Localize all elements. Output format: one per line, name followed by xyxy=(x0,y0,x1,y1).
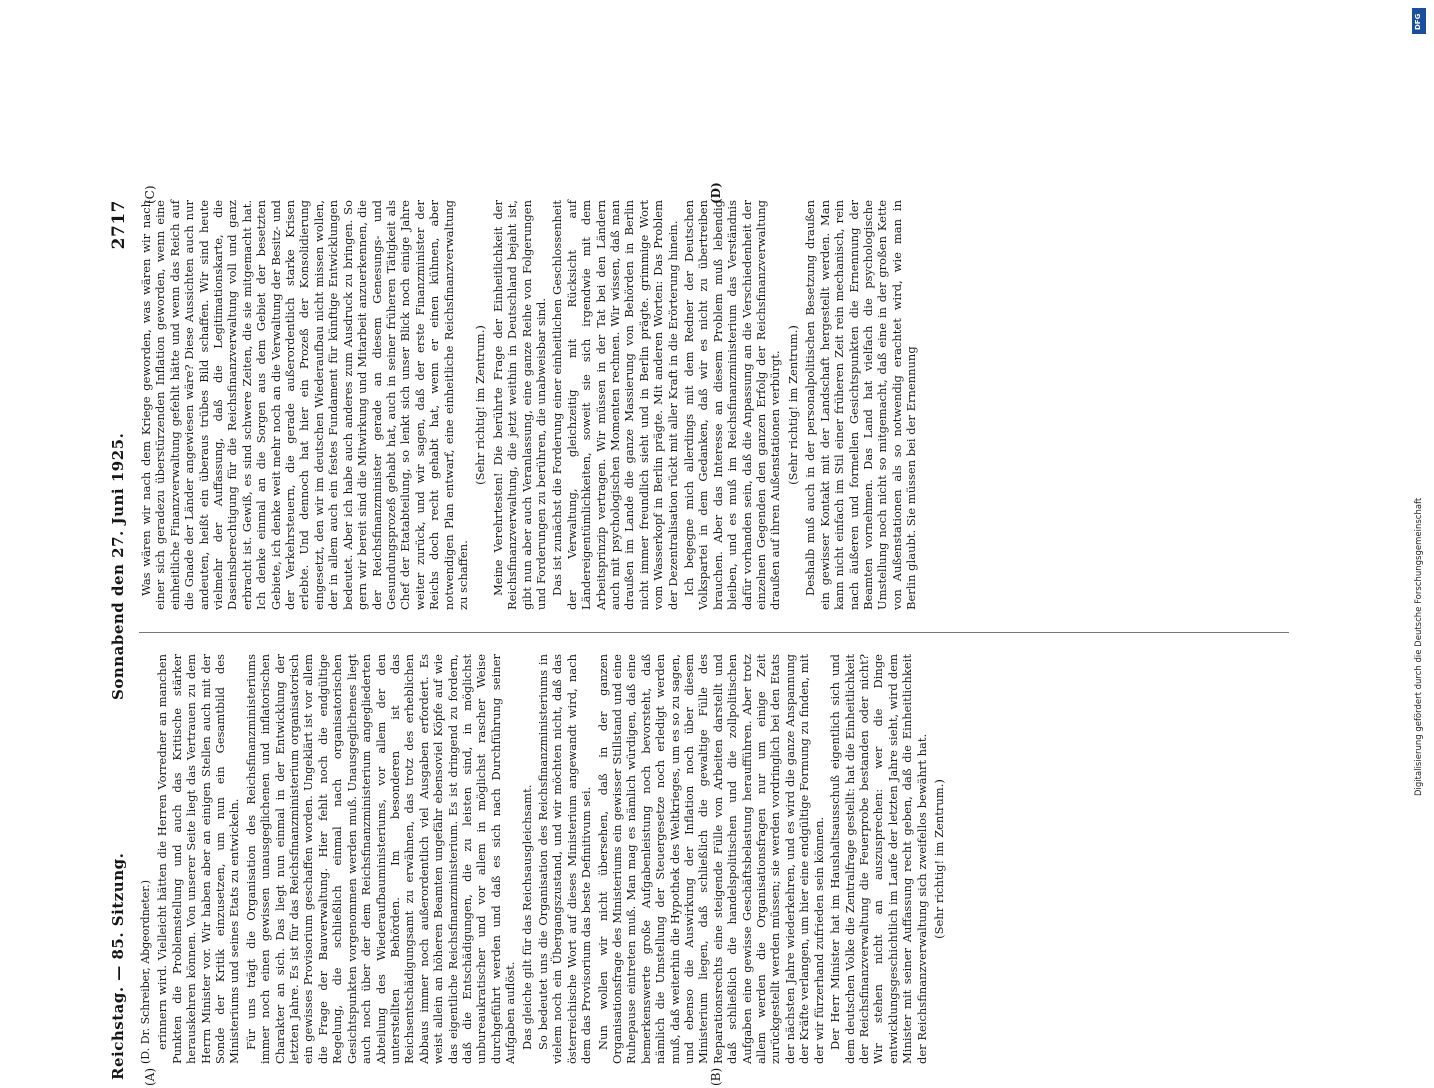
right-column xyxy=(139,200,921,610)
interjection: (Sehr richtig! im Zentrum.) xyxy=(473,325,488,485)
page-header xyxy=(109,200,135,1080)
left-column xyxy=(139,654,949,1064)
page-number: 2717 xyxy=(109,200,129,250)
digitization-text: Digitalisierung gefördert durch die Deutsche Forschungsgemeinschaft xyxy=(1414,497,1424,796)
digitization-notice xyxy=(1412,6,1428,996)
speaker-line: (D. Dr. Schreiber, Abgeordneter.) xyxy=(139,879,152,1064)
margin-mark-d: (D) xyxy=(709,182,723,204)
rotated-page xyxy=(109,88,1329,1088)
paragraph: So bedeutet uns die Organisation des Reichsfinanzministeriums in vielem noch ein Übergangszustand, und wir möchten nicht, daß das österreichische Wort auf dieses Ministerium angewandt wird, nach dem das Provisorium das beste Definitivum sei. xyxy=(535,654,594,1064)
paragraph: Deshalb muß auch in der personalpolitischen Besetzung draußen ein gewisser Kontakt mit der Landschaft hergestellt werden. Man kann nicht einfach im Stil einer früheren Zeit rein mechanisch, rein nach äußeren und formellen Gesichtspunkten die Ernennung der Beamten vornehmen. Das Land hat vielfach die psychologische Umstellung noch nicht so mitgemacht, daß eine in der großen Kette von Außenstationen als so notwendig erachtet wird, wie man in Berlin glaubt. Sie müssen bei der Ernennung xyxy=(803,200,919,610)
interjection: (Sehr richtig! im Zentrum.) xyxy=(785,325,800,485)
paragraph: Ich begegne mich allerdings mit dem Redner der Deutschen Volkspartei in dem Gedanken, daß wir es nicht zu übertreiben brauchen. Aber das Interesse an diesem Problem muß lebendig bleiben, und es muß im Reichsfinanzministerium das Verständnis dafür vorhanden sein, daß die Anpassung an die Verschiedenheit der einzelnen Gegenden den ganzen Erfolg der Reichsfinanzverwaltung draußen auf ihren Außenstationen verbürgt. xyxy=(682,200,783,610)
header-left: Reichstag. — 85. Sitzung. xyxy=(109,852,127,1080)
header-date: Sonnabend den 27. Juni 1925. xyxy=(109,432,127,700)
margin-mark-c: (C) xyxy=(143,185,157,204)
paragraph: Nun wollen wir nicht übersehen, daß in der ganzen Organisationsfrage des Ministeriums ein gewisser Stillstand und eine Ruhepause eintreten muß. Man mag es nämlich würdigen, daß eine bemerkenswerte große Aufgabenleistung noch bevorsteht, daß nämlich die Umstellung der Steuergesetze noch erledigt werden muß, daß weiterhin die Hypothek des Weltkrieges, um es so zu sagen, und ebenso die Auswirkung der Inflation noch über diesem Ministerium liegen, daß schließlich die gewaltige Fülle des Reparationsrechts eine steigende Fülle von Arbeiten darstellt und daß schließlich die handelspolitischen und die zollpolitischen Aufgaben eine gewisse Geschäftsbelastung heraufführen. Aber trotz allem werden die Organisationsfragen nur um einige Zeit zurückgestellt werden müssen; sie werden vordringlich bei den Etats der nächsten Jahre wiederkehren, und es wird die ganze Anspannung der Kräfte verlangen, um hier eine endgültige Formung zu finden, mit der wir fürzerhand zufrieden sein können. xyxy=(595,654,826,1064)
paragraph: Für uns trägt die Organisation des Reichsfinanzministeriums immer noch einen gewissen unausgeglichenen und inflatorischen Charakter an sich. Das liegt nun einmal in der Entwicklung der letzten Jahre. Es ist für das Reichsfinanzministerium organisatorisch ein gewisses Provisorium geschaffen worden. Ungeklärt ist vor allem die Frage der Bauverwaltung. Hier fehlt noch die endgültige Regelung, die schließlich einmal nach organisatorischen Gesichtspunkten vorgenommen werden muß. Unausgeglichenes liegt auch noch über der dem Reichsfinanzministerium angegliederten Abteilung des Wiederaufbauministeriums, vor allem der den unterstellten Behörden. Im besonderen ist das Reichsentschädigungsamt zu erwähnen, das trotz des erheblichen Abbaus immer noch außerordentlich viel Ausgaben erfordert. Es weist allein an höheren Beamten ungefähr ebensoviel Köpfe auf wie das eigentliche Reichsfinanzministerium. Es ist dringend zu fordern, daß die Entschädigungen, die zu leisten sind, in möglichst unbureaukratischer und vor allem in möglichst rascher Weise durchgeführt werden und daß es sich nach Durchführung seiner Aufgaben auflöst. xyxy=(243,654,518,1064)
paragraph: Meine Verehrtesten! Die berührte Frage der Einheitlichkeit der Reichsfinanzverwaltung, die jetzt weithin in Deutschland bejaht ist, gibt nun aber auch Veranlassung, eine ganze Reihe von Folgerungen und Forderungen zu berühren, die unabweisbar sind. xyxy=(490,200,548,610)
margin-mark-a: (A) xyxy=(143,1067,157,1086)
paragraph: Das ist zunächst die Forderung einer einheitlichen Geschlossenheit der Verwaltung, gleichzeitig mit Rücksicht auf Ländereigentümlichkeiten, soweit sie sich irgendwie mit dem Arbeitsprinzip vertragen. Wir müssen in der Tat bei den Ländern auch mit psychologischen Momenten rechnen. Wir wissen, daß man draußen im Lande die ganze Massierung von Behörden in Berlin nicht immer freundlich sieht und in Berlin prägte. grimmige Wort vom Wasserkopf in Berlin prägte. Mit anderen Worten: Das Problem der Dezentralisation rückt mit aller Kraft in die Erörterung hinein. xyxy=(550,200,680,610)
interjection: (Sehr richtig! im Zentrum.) xyxy=(931,779,946,939)
column-divider xyxy=(139,632,1289,633)
paragraph: erinnern wird. Vielleicht hätten die Herren Vorredner an manchen Punkten die Problemstellung und auch das Kritische stärker herauskehren können. Von unserer Seite liegt das Vertrauen zu dem Herrn Minister vor. Wir haben aber an einigen Stellen auch mit der Sonde der Kritik einzusetzen, um nun ein Gesamtbild des Ministeriums und seines Etats zu entwickeln. xyxy=(155,654,242,1064)
paragraph: Was wären wir nach dem Kriege geworden, was wären wir nach einer sich geradezu überstürzenden Inflation geworden, wenn eine einheitliche Finanzverwaltung gefehlt hätte und wenn das Reich auf die Gnade der Länder angewiesen wäre? Diese Aussichten auch nur andeuten, heißt ein überaus trübes Bild schaffen. Wir sind heute vielmehr der Auffassung, daß die Legitimationskarte, die Daseinsberechtigung für die Reichsfinanzverwaltung voll und ganz erbracht ist. Gewiß, es sind schwere Zeiten, die sie mitgemacht hat. Ich denke einmal an die Sorgen aus dem Gebiet der besetzten Gebiete, ich denke weit mehr noch an die Verwaltung der Besitz- und der Verkehrsteuern, die gerade außerordentlich starke Krisen erlebte. Und dennoch hat hier ein Prozeß der Konsolidierung eingesetzt, den wir im deutschen Wiederaufbau nicht missen wollen, der in allem auch ein festes Fundament für künftige Entwicklungen bedeutet. Aber ich habe auch anderes zum Ausdruck zu bringen. So gern wir bereit sind die Mitwirkung und Mitarbeit anzuerkennen, die der Reichsfinanzminister gerade an diesem Genesungs- und Gesundungsprozeß gehabt hat, auch in seiner früheren Tätigkeit als Chef der Etatabteilung, so lenkt sich unser Blick noch einige Jahre weiter zurück, und wir sagen, daß der erste Finanzminister der Reichs doch recht gehabt hat, wenn er einen kühnen, aber notwendigen Plan entwarf, eine einheitliche Reichsfinanzverwaltung zu schaffen. xyxy=(139,200,470,610)
page-content xyxy=(109,182,1309,1088)
paragraph: Das gleiche gilt für das Reichsausgleichsamt. xyxy=(519,784,534,1050)
margin-mark-b: (B) xyxy=(709,1067,723,1086)
paragraph: Der Herr Minister hat im Haushaltsausschuß eigentlich sich und dem deutschen Volke die Zentralfrage gestellt: hat die Einheitlichkeit der Reichsfinanzverwaltung die Feuerprobe bestanden oder nicht? Wir stehen nicht an auszusprechen: wer die Dinge entwicklungsgeschichtlich im Laufe der letzten Jahre sieht, wird dem Minister mit seiner Auffassung recht geben, daß die Einheitlichkeit der Reichsfinanzverwaltung sich zweifellos bewährt hat. xyxy=(828,654,929,1064)
dfg-logo: DFG xyxy=(1412,8,1426,34)
